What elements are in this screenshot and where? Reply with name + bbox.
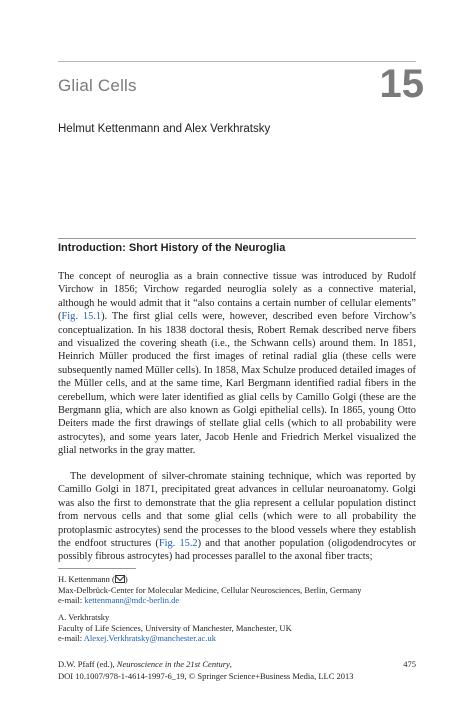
citation-line-1	[58, 659, 416, 670]
author-2-footnote	[58, 612, 416, 644]
top-rule	[58, 61, 416, 62]
section-rule	[58, 238, 416, 239]
page-number: 475	[403, 659, 416, 669]
paragraph-1-text-a: The concept of neuroglia as a brain connective tissue was introduced by Rudolf Virchow in 1856; Virchow regarded neuroglia solely as a connective material, although he would admit that it “also contains a certain number of cellular elements” (	[58, 271, 416, 323]
author-1-footnote	[58, 574, 416, 606]
chapter-authors: Helmut Kettenmann and Alex Verkhratsky	[58, 123, 271, 135]
chapter-title: Glial Cells	[58, 76, 137, 95]
figure-link-15-1[interactable]: Fig. 15.1	[61, 311, 102, 323]
author-2-email-label: e-mail:	[58, 633, 84, 644]
paragraph-2-text-a: The development of silver-chromate staining technique, which was reported by Camillo Golgi in 1871, precipitated great advances in cellular neuroanatomy. Golgi was also the first to demonstrate that the glia represent a cellular population distinct from nervous cells and that some glial cells (which were to all probability the protoplasmic astrocytes) send the processes to the blood vessels where they establish the endfoot structures (	[58, 471, 416, 550]
section-title: Introduction: Short History of the Neuroglia	[58, 242, 286, 254]
author-1-email-label: e-mail:	[58, 595, 85, 606]
envelope-icon	[115, 575, 125, 583]
paragraph-2	[58, 470, 416, 564]
footnote-rule	[58, 568, 136, 569]
author-1-email-link[interactable]: kettenmann@mdc-berlin.de	[84, 595, 180, 606]
figure-link-15-2[interactable]: Fig. 15.2	[158, 538, 198, 550]
author-1-name-end: )	[124, 574, 128, 584]
author-1-name: H. Kettenmann (	[58, 574, 115, 584]
paragraph-1	[58, 270, 416, 458]
paragraph-2-text-b: ) and that another population (oligodendrocytes or possibly fibrous astrocytes) had processes parallel to the axonal fiber tracts;	[58, 538, 416, 563]
author-2-email-link[interactable]: Alexej.Verkhratsky@manchester.ac.uk	[83, 633, 216, 644]
citation-editor: D.W. Pfaff (ed.),	[58, 659, 117, 669]
citation-comma: ,	[229, 659, 232, 669]
author-2-name: A. Verkhratsky	[58, 612, 110, 622]
author-1-affiliation: Max-Delbrück-Center for Molecular Medicine, Cellular Neurosciences, Berlin, Germany	[58, 584, 362, 595]
author-2-affiliation: Faculty of Life Sciences, University of Manchester, Manchester, UK	[58, 622, 292, 633]
citation-line-2: DOI 10.1007/978-1-4614-1997-6_19, © Springer Science+Business Media, LLC 2013	[58, 671, 354, 681]
paragraph-1-text-b: ). The first glial cells were, however, described even before Virchow’s conceptualization. In his 1838 doctoral thesis, Robert Remak described nerve fibers and visualized the covering sheath (i.e., the Schwann cells) around them. In 1851, Heinrich Müller produced the first images of retinal radial glia (these cells were subsequently named Müller cells). In 1858, Max Schulze produced detailed images of the Müller cells, and at the same time, Karl Bergmann identified radial fibers in the cerebellum, which were later identified as glial cells by Camillo Golgi (these are the Bergmann glia, which are also known as Golgi epithelial cells). In 1865, young Otto Deiters made the first drawings of stellate glial cells (which to all probability were astrocytes), and some years later, Jacob Henle and Friedrich Merkel visualized the glial networks in the gray matter.	[58, 311, 416, 457]
citation-book-title: Neuroscience in the 21st Century	[116, 659, 230, 669]
chapter-number: 15	[379, 62, 424, 106]
